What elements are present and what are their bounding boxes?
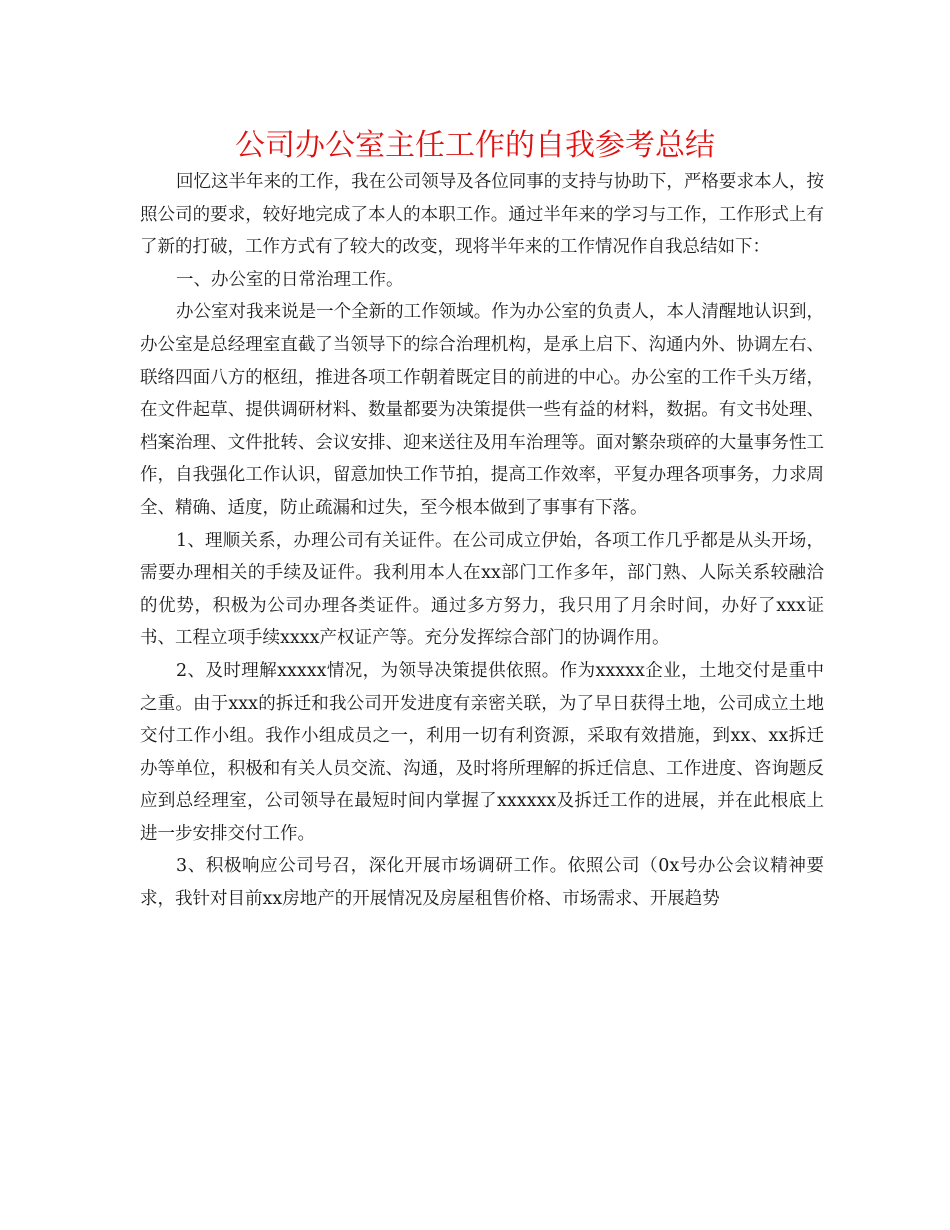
item-2-paragraph: 2、及时理解xxxxx情况，为领导决策提供依照。作为xxxxx企业，土地交付是重中之重。由于xxx的拆迁和我公司开发进度有亲密关联，为了早日获得土地，公司成立土地交付工作小组。我作小组成员之一，利用一切有利资源，采取有效措施，到xx、xx拆迁办等单位，积极和有关人员交流、沟通，及时将所理解的拆迁信息、工作进度、咨询题反应到总经理室，公司领导在最短时间内掌握了xxxxxx及拆迁工作的进展，并在此根底上进一步安排交付工作。 — [140, 660, 824, 844]
document-body — [140, 166, 824, 916]
item-1-paragraph: 1、理顺关系，办理公司有关证件。在公司成立伊始，各项工作几乎都是从头开场，需要办理相关的手续及证件。我利用本人在xx部门工作多年，部门熟、人际关系较融洽的优势，积极为公司办理各类证件。通过多方努力，我只用了月余时间，办好了xxx证书、工程立项手续xxxx产权证产等。充分发挥综合部门的协调作用。 — [140, 530, 824, 649]
document-title: 公司办公室主任工作的自我参考总结 — [235, 128, 715, 163]
item-3-paragraph: 3、积极响应公司号召，深化开展市场调研工作。依照公司（0x号办公会议精神要求，我针对目前xx房地产的开展情况及房屋租售价格、市场需求、开展趋势 — [140, 856, 824, 910]
intro-paragraph: 回忆这半年来的工作，我在公司领导及各位同事的支持与协助下，严格要求本人，按照公司的要求，较好地完成了本人的本职工作。通过半年来的学习与工作，工作形式上有了新的打破，工作方式有了较大的改变，现将半年来的工作情况作自我总结如下： — [140, 172, 824, 258]
section-heading-daily-management: 一、办公室的日常治理工作。 — [176, 269, 404, 290]
office-role-paragraph: 办公室对我来说是一个全新的工作领域。作为办公室的负责人，本人清醒地认识到，办公室是总经理室直截了当领导下的综合治理机构，是承上启下、沟通内外、协调左右、联络四面八方的枢纽，推进各项工作朝着既定目的前进的中心。办公室的工作千头万绪，在文件起草、提供调研材料、数量都要为决策提供一些有益的材料，数据。有文书处理、档案治理、文件批转、会议安排、迎来送往及用车治理等。面对繁杂琐碎的大量事务性工作，自我强化工作认识，留意加快工作节拍，提高工作效率，平复办理各项事务，力求周全、精确、适度，防止疏漏和过失，至今根本做到了事事有下落。 — [140, 302, 824, 518]
